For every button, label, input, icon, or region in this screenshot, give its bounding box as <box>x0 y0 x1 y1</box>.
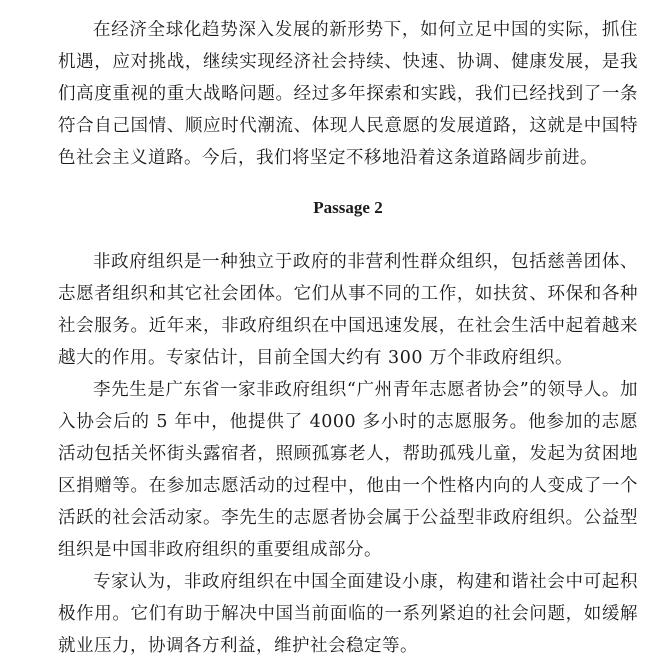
document-page <box>58 14 638 662</box>
passage2-paragraph-2: 李先生是广东省一家非政府组织“广州青年志愿者协会”的领导人。加入协会后的 5 年中，他提供了 4000 多小时的志愿服务。他参加的志愿活动包括关怀街头露宿者，照顾孤寡老人，帮助孤残儿童，发起为贫困地区捐赠等。在参加志愿活动的过程中，他由一个性格内向的人变成了一个活跃的社会活动家。李先生的志愿者协会属于公益型非政府组织。公益型组织是中国非政府组织的重要组成部分。 <box>58 380 638 560</box>
passage2-heading: Passage 2 <box>313 198 383 217</box>
passage2-paragraph-3: 专家认为，非政府组织在中国全面建设小康，构建和谐社会中可起积极作用。它们有助于解决中国当前面临的一系列紧迫的社会问题，如缓解就业压力，协调各方利益，维护社会稳定等。 <box>58 572 638 656</box>
passage1-paragraph: 在经济全球化趋势深入发展的新形势下，如何立足中国的实际，抓住机遇，应对挑战，继续实现经济社会持续、快速、协调、健康发展，是我们高度重视的重大战略问题。经过多年探索和实践，我们已经找到了一条符合自己国情、顺应时代潮流、体现人民意愿的发展道路，这就是中国特色社会主义道路。今后，我们将坚定不移地沿着这条道路阔步前进。 <box>58 20 638 168</box>
passage2-paragraph-1: 非政府组织是一种独立于政府的非营利性群众组织，包括慈善团体、志愿者组织和其它社会团体。它们从事不同的工作，如扶贫、环保和各种社会服务。近年来，非政府组织在中国迅速发展，在社会生活中起着越来越大的作用。专家估计，目前全国大约有 300 万个非政府组织。 <box>58 252 638 368</box>
